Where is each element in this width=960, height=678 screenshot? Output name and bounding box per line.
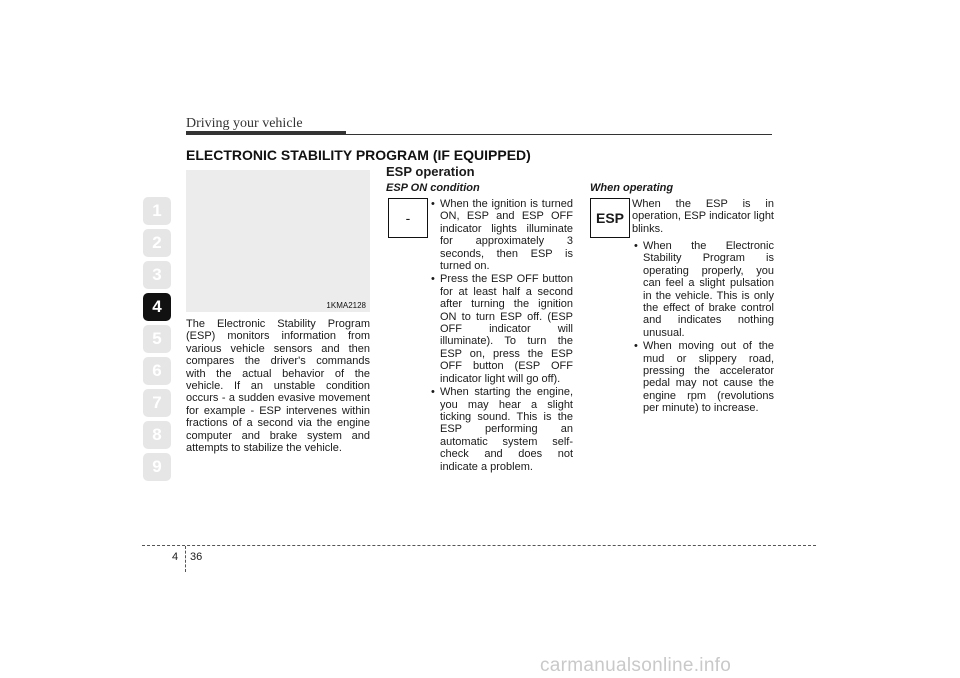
when-operating-subhead: When operating (590, 182, 674, 194)
watermark: carmanualsonline.info (540, 655, 732, 676)
chapter-tab-4[interactable]: 4 (143, 293, 171, 321)
chapter-tab-3[interactable]: 3 (143, 261, 171, 289)
intro-paragraph: The Electronic Stability Program (ESP) monitors information from various vehicle sensors and then compares the driver's commands with the actual behavior of the vehicle. If an unstable condition occurs - a sudden evasive movement for example - ESP intervenes within fractions of a second via the engine computer and brake system and attempts to stabilize the vehicle. (186, 318, 370, 455)
list-item: • When moving out of the mud or slippery road, pressing the accelerator pedal may not cause the engine rpm (revolutions per minute) to increase. (632, 340, 774, 414)
chapter-tab-1[interactable]: 1 (143, 197, 171, 225)
figure-code: 1KMA2128 (326, 301, 366, 310)
list-item: • Press the ESP OFF button for at least half a second after turning the ignition ON to turn ESP off. (ESP OFF indicator will illuminate). To turn the ESP on, press the ESP OFF button (ESP OFF indicator light will go off). (429, 273, 573, 385)
section-title: ELECTRONIC STABILITY PROGRAM (IF EQUIPPED) (186, 147, 531, 163)
chapter-tab-8[interactable]: 8 (143, 421, 171, 449)
when-operating-list (632, 240, 774, 416)
esp-indicator-icon: ESP (590, 198, 630, 238)
esp-on-indicator-icon: - (388, 198, 428, 238)
running-header: Driving your vehicle (186, 116, 303, 131)
chapter-tab-9[interactable]: 9 (143, 453, 171, 481)
footer-divider (185, 546, 186, 572)
list-item: • When the Electronic Stability Program is operating properly, you can feel a slight pulsation in the vehicle. This is only the effect of brake control and indicates nothing unusual. (632, 240, 774, 339)
figure-placeholder (186, 170, 370, 312)
chapter-tab-2[interactable]: 2 (143, 229, 171, 257)
footer-page-number: 36 (190, 551, 203, 563)
list-item: • When the ignition is turned ON, ESP and ESP OFF indicator lights illuminate for approximately 3 seconds, then ESP is turned on. (429, 198, 573, 272)
chapter-tab-5[interactable]: 5 (143, 325, 171, 353)
esp-on-list (429, 198, 573, 474)
esp-operation-heading: ESP operation (386, 164, 475, 179)
chapter-tab-7[interactable]: 7 (143, 389, 171, 417)
footer-rule (142, 545, 816, 546)
when-operating-lead: When the ESP is in operation, ESP indicator light blinks. (632, 198, 774, 235)
chapter-tab-6[interactable]: 6 (143, 357, 171, 385)
footer-chapter-number: 4 (172, 551, 179, 563)
header-rule (186, 134, 772, 135)
esp-on-subhead: ESP ON condition (386, 182, 480, 194)
list-item: • When starting the engine, you may hear a slight ticking sound. This is the ESP performing an automatic system self-check and does not indicate a problem. (429, 386, 573, 473)
